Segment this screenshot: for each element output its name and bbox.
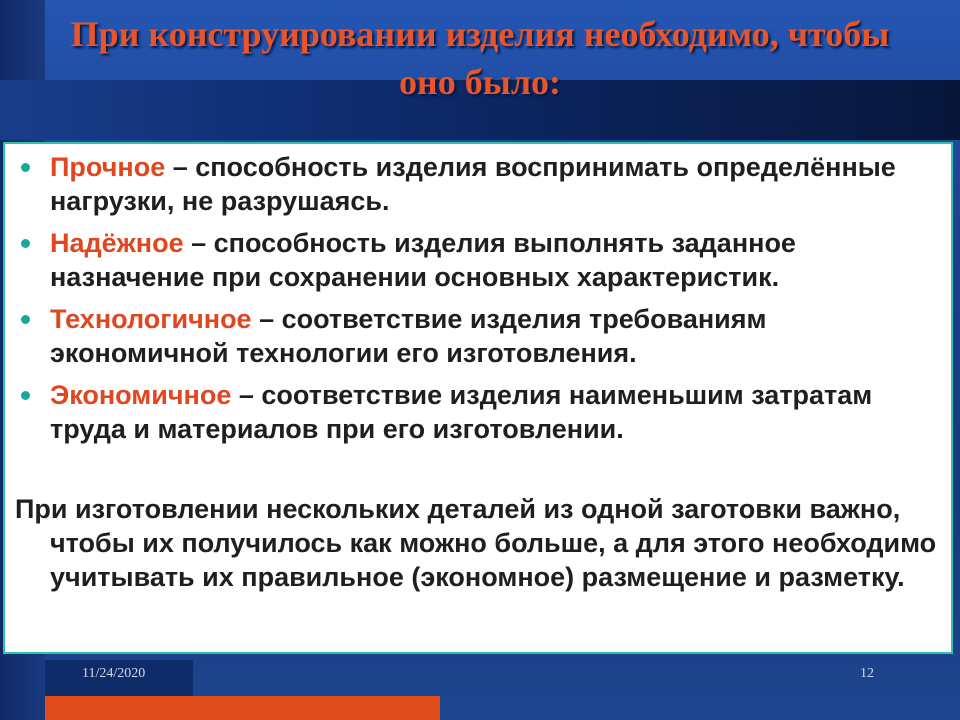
content-box [3,142,953,654]
bullet-dot-icon [21,315,30,324]
slide-title: При конструировании изделия необходимо, чтобы оно было: [70,14,890,102]
slide-number: 12 [860,666,874,681]
bullet-dot-icon [21,239,30,248]
bullet-text: – способность изделия воспринимать определённые нагрузки, не разрушаясь. [50,152,896,216]
bullet-term: Технологичное [50,304,252,334]
bullet-text: – соответствие изделия наименьшим затратам труда и материалов при его изготовлении. [50,380,873,444]
bullet-term: Экономичное [50,380,232,410]
bullet-item-technological [5,302,945,370]
bullet-term: Надёжное [50,228,184,258]
bullet-list [5,150,945,454]
bullet-item-strong [5,150,945,218]
footer-date: 11/24/2020 [82,666,146,681]
summary-paragraph: При изготовлении нескольких деталей из одной заготовки важно, чтобы их получилось как можно больше, а для этого необходимо учитывать их правильное (экономное) размещение и разметку. [15,494,937,592]
bullet-item-economical [5,378,945,446]
bullet-text: – соответствие изделия требованиям экономичной технологии его изготовления. [50,304,767,368]
bullet-term: Прочное [50,152,166,182]
bullet-dot-icon [21,391,30,400]
bullet-item-reliable [5,226,945,294]
bullet-dot-icon [21,163,30,172]
footer-accent-bar [45,696,440,720]
bullet-text: – способность изделия выполнять заданное назначение при сохранении основных характеристик. [50,228,796,292]
